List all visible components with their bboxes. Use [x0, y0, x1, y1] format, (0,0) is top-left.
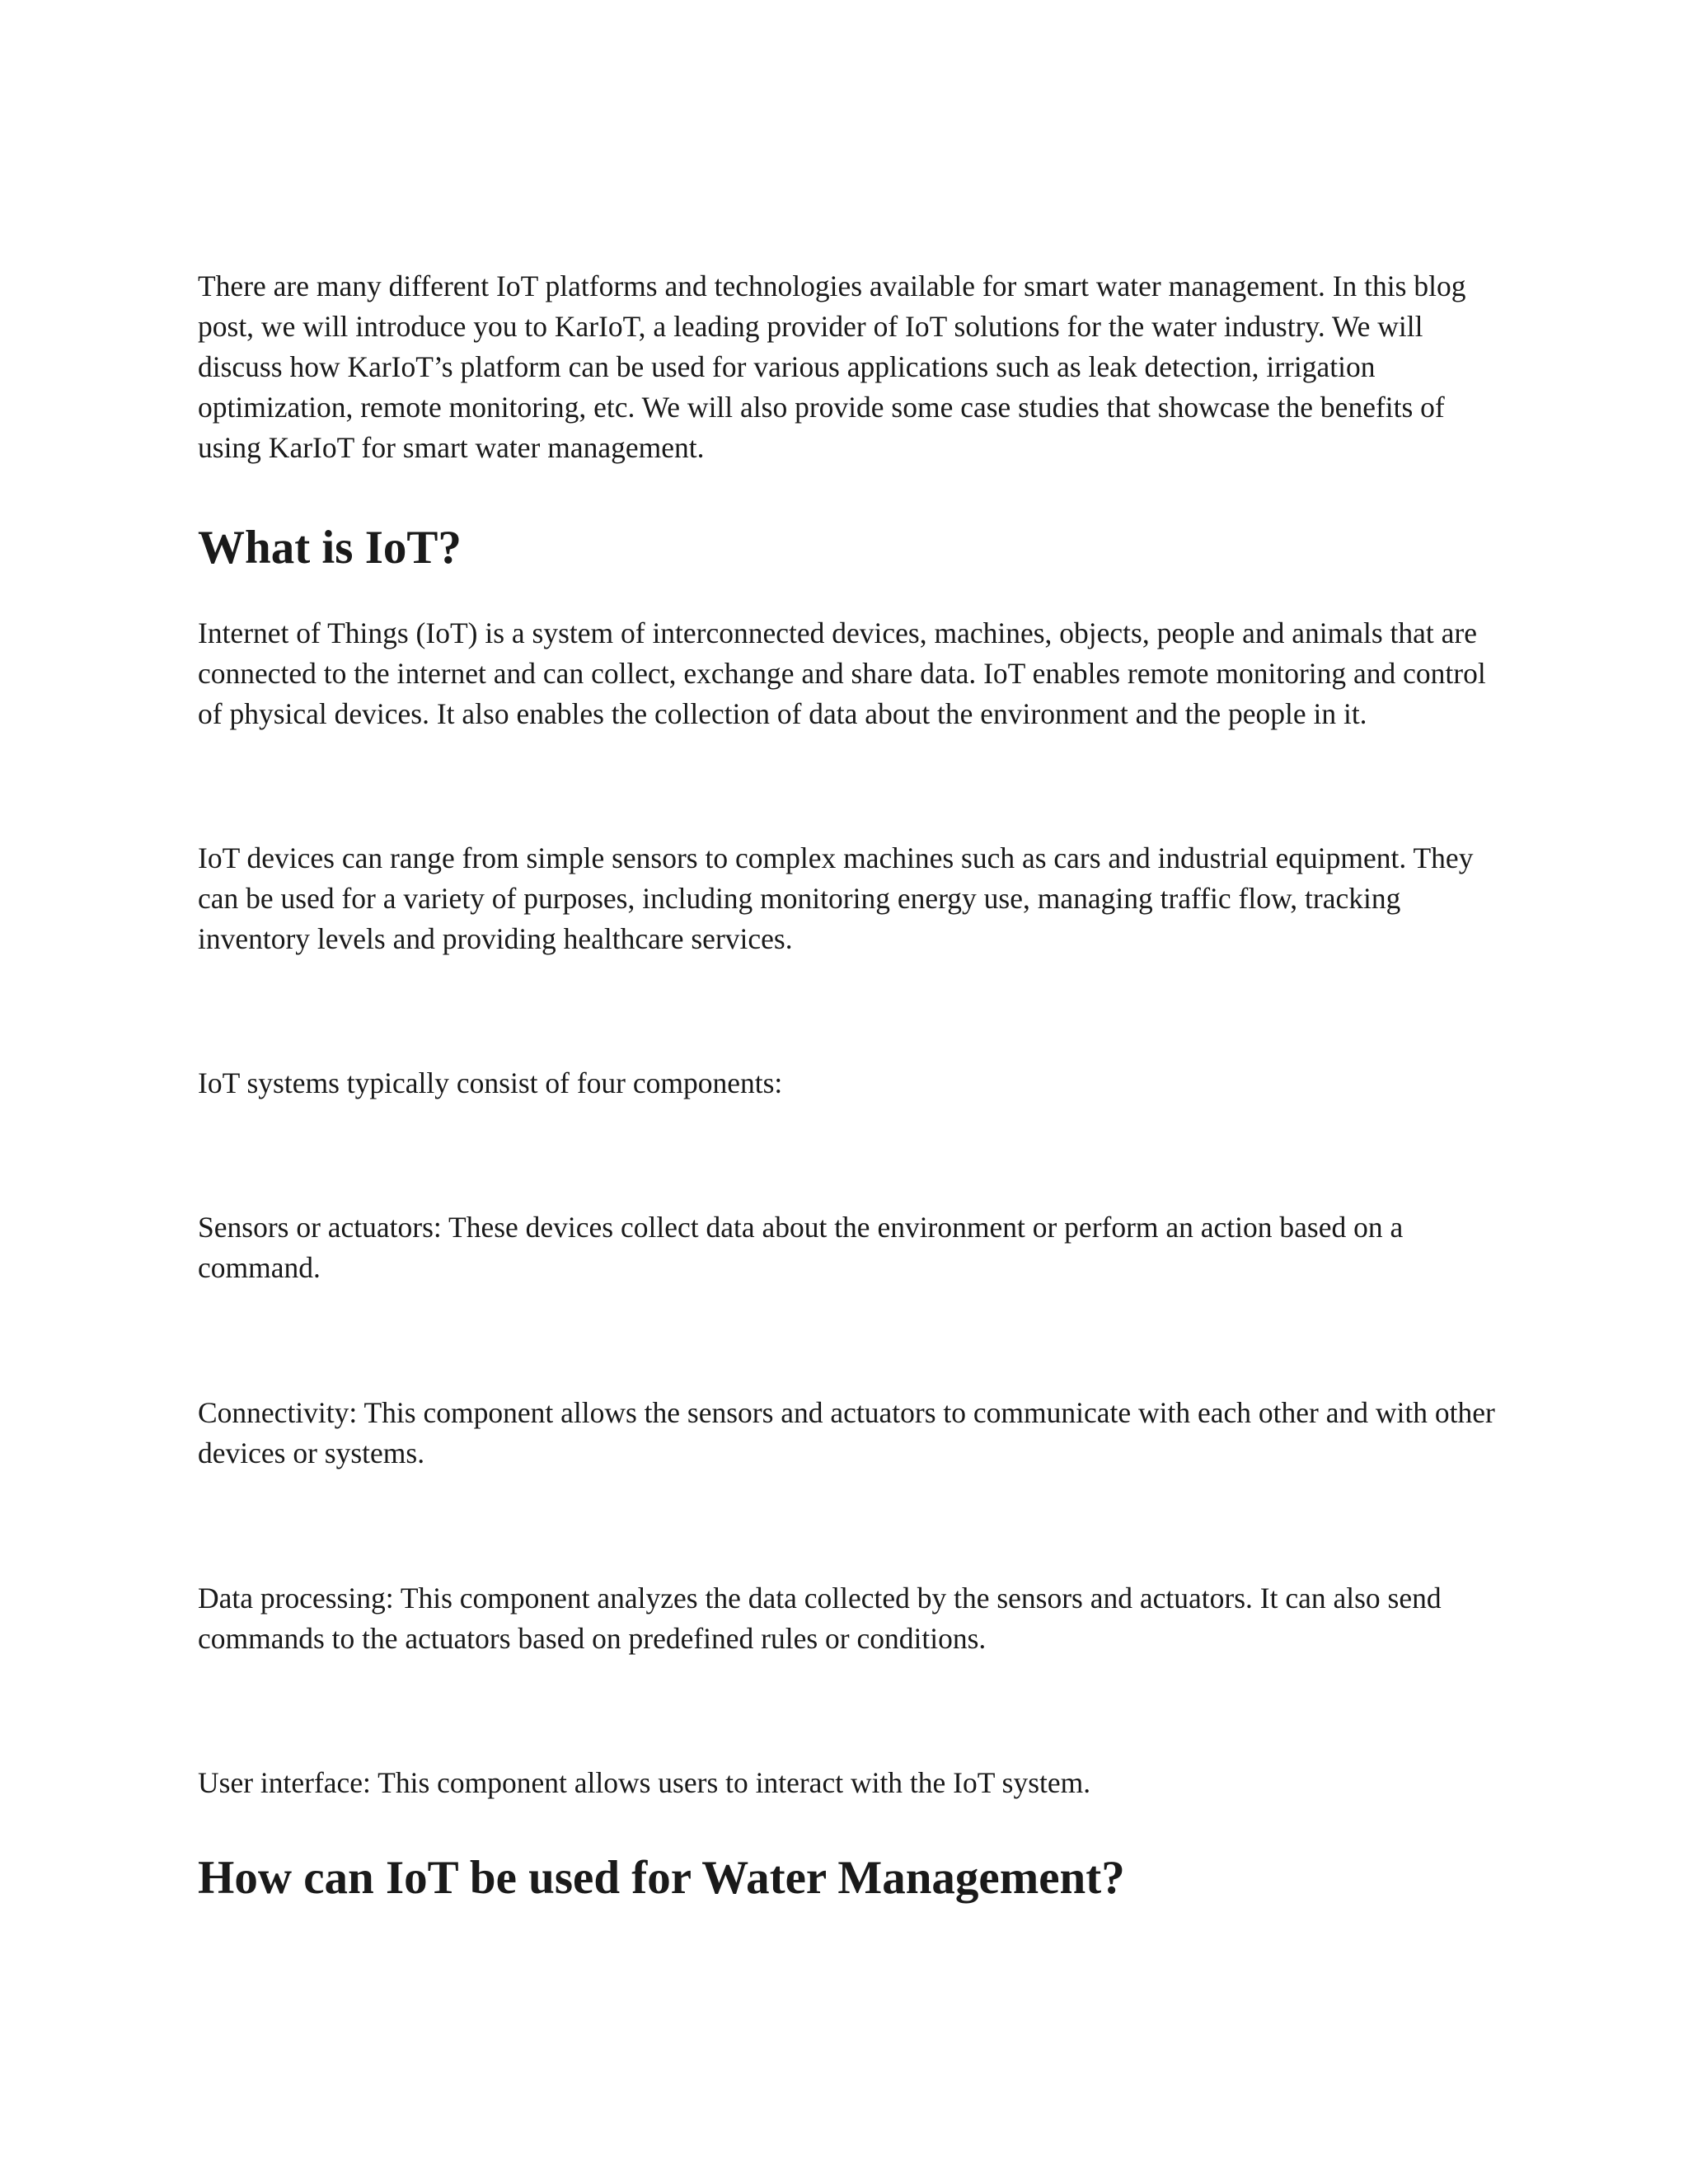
data-processing-paragraph: Data processing: This component analyzes the data collected by the sensors and actuators. It can also send commands to the actuators based on predefined rules or conditions.	[198, 1582, 1442, 1655]
connectivity-paragraph: Connectivity: This component allows the sensors and actuators to communicate with each other and with other devices or systems.	[198, 1396, 1495, 1469]
iot-definition-paragraph: Internet of Things (IoT) is a system of interconnected devices, machines, objects, people and animals that are connected to the internet and can collect, exchange and share data. IoT enables remote monitoring and control of physical devices. It also enables the collection of data about the environment and the people in it.	[198, 616, 1486, 730]
heading-what-is-iot: What is IoT?	[198, 522, 462, 574]
sensors-paragraph: Sensors or actuators: These devices collect data about the environment or perform an action based on a command.	[198, 1211, 1404, 1284]
iot-devices-paragraph: IoT devices can range from simple sensors to complex machines such as cars and industrial equipment. They can be used for a variety of purposes, including monitoring energy use, managing traffic flow, tracking inventory levels and providing healthcare services.	[198, 841, 1474, 955]
intro-paragraph: There are many different IoT platforms and technologies available for smart water management. In this blog post, we will introduce you to KarIoT, a leading provider of IoT solutions for the water industry. We will discuss how KarIoT’s platform can be used for various applications such as leak detection, irrigation optimization, remote monitoring, etc. We will also provide some case studies that showcase the benefits of using KarIoT for smart water management.	[198, 269, 1466, 464]
components-intro-paragraph: IoT systems typically consist of four components:	[198, 1066, 783, 1099]
user-interface-paragraph: User interface: This component allows users to interact with the IoT system.	[198, 1766, 1091, 1799]
document-body	[198, 266, 1500, 1907]
heading-water-management: How can IoT be used for Water Management?	[198, 1852, 1125, 1904]
